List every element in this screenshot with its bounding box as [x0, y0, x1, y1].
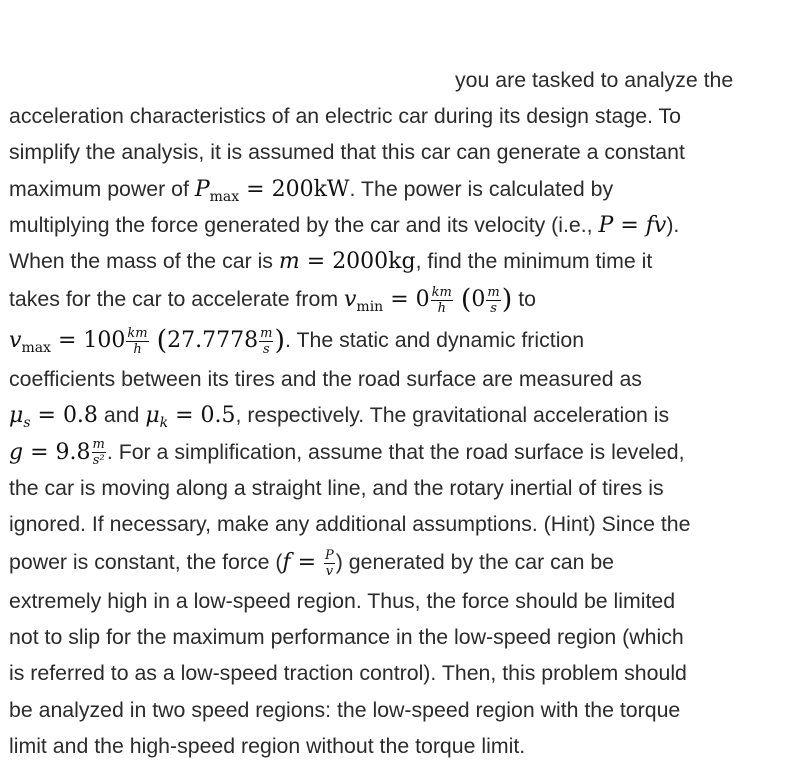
text-line-11 [9, 434, 777, 470]
vmin-equation [343, 284, 513, 316]
fraction-denominator: v [325, 563, 334, 579]
text-span: When the mass of the car is [9, 248, 279, 273]
text-span: to [512, 287, 536, 312]
equals-sign: = [57, 328, 77, 354]
close-paren: ) [274, 325, 286, 357]
equals-sign: = [246, 176, 265, 202]
muk-equation [145, 403, 236, 432]
text-span: simplify the analysis, it is assumed that this car can generate a constant [9, 140, 685, 165]
vmin-ms-value: 0 [471, 287, 486, 313]
vmin-variable: v [343, 287, 357, 313]
vmax-equation [9, 325, 286, 357]
vmax-value: 100 [83, 328, 126, 354]
text-span: maximum power of [9, 176, 195, 201]
text-span: . The power is calculated by [349, 176, 614, 201]
fraction-denominator: s [490, 300, 497, 316]
muk-value: 0.5 [200, 403, 236, 429]
equals-sign: = [297, 550, 317, 576]
text-line-17 [9, 655, 777, 691]
vmin-value: 0 [415, 287, 430, 313]
text-line-16 [9, 619, 777, 655]
equals-sign: = [306, 248, 326, 274]
fraction-numerator: km [127, 325, 148, 341]
text-span: limit and the high-speed region without the torque limit. [9, 733, 526, 758]
vmax-ms-value: 27.7778 [167, 328, 259, 354]
text-span: not to slip for the maximum performance in the low-speed region (which [9, 625, 684, 650]
equals-sign: = [37, 403, 56, 429]
text-line-2 [9, 98, 777, 134]
text-line-19 [9, 728, 777, 764]
km-per-h-fraction [431, 286, 453, 315]
text-span: extremely high in a low-speed region. Thus, the force should be limited [9, 589, 676, 614]
pmax-subscript: max [209, 188, 240, 205]
fraction-denominator: h [437, 300, 446, 316]
text-span: . For a simplification, assume that the road surface is leveled, [106, 439, 685, 464]
text-span: power is constant, the force ( [9, 550, 283, 575]
text-span: coefficients between its tires and the road surface are measured as [9, 367, 642, 392]
text-span: and [97, 403, 146, 428]
text-line-1 [9, 62, 777, 98]
equals-sign: = [390, 287, 409, 313]
mus-subscript: s [23, 415, 31, 432]
fraction-numerator: m [92, 437, 105, 452]
power-equation [599, 213, 667, 238]
fraction-denominator: s² [92, 453, 105, 468]
text-line-13 [9, 506, 777, 542]
text-line-18 [9, 692, 777, 728]
mus-value: 0.8 [62, 403, 98, 429]
m-per-s-fraction [486, 286, 500, 315]
text-span: takes for the car to accelerate from [9, 287, 344, 312]
vmin-subscript: min [356, 299, 384, 316]
mass-variable: m [278, 248, 300, 274]
open-paren: ( [460, 284, 472, 316]
text-line-10 [9, 397, 777, 433]
text-span: ) generated by the car can be [335, 550, 615, 575]
text-line-9 [9, 361, 777, 397]
text-line-8 [9, 320, 777, 361]
fraction-numerator: km [431, 284, 452, 300]
text-line-5 [9, 207, 777, 243]
equals-sign: = [30, 439, 49, 465]
muk-variable: μ [145, 403, 160, 429]
km-per-h-fraction [126, 327, 148, 356]
equals-sign: = [175, 403, 194, 429]
pmax-equation [194, 176, 350, 205]
power-variable: P [598, 212, 614, 238]
force-variable: f [282, 550, 291, 576]
text-span: ignored. If necessary, make any additional assumptions. (Hint) Since the [9, 511, 691, 536]
mass-value: 2000kg [332, 248, 416, 274]
text-line-4 [9, 171, 777, 207]
text-span: you are tasked to analyze the [455, 68, 734, 92]
text-line-15 [9, 583, 777, 619]
fraction-numerator: m [260, 325, 273, 341]
text-span: multiplying the force generated by the car and its velocity (i.e., [9, 212, 599, 237]
open-paren: ( [156, 325, 168, 357]
m-per-s-fraction [259, 327, 273, 356]
m-per-s2-fraction [92, 438, 106, 467]
text-span: . The static and dynamic friction [285, 328, 585, 353]
power-rhs: fv [645, 212, 667, 238]
gravity-value: 9.8 [55, 439, 91, 465]
close-paren: ) [501, 284, 513, 316]
pmax-value: 200kW [271, 176, 350, 202]
mass-equation [279, 249, 416, 274]
text-span: acceleration characteristics of an electric car during its design stage. To [9, 104, 681, 129]
text-line-3 [9, 134, 777, 170]
muk-subscript: k [159, 415, 169, 432]
text-span: the car is moving along a straight line, and the rotary inertial of tires is [9, 475, 664, 500]
gravity-equation [9, 437, 107, 468]
fraction-numerator: P [325, 547, 334, 563]
vmax-variable: v [9, 328, 22, 354]
p-over-v-fraction [324, 549, 335, 578]
text-span: , find the minimum time it [415, 248, 653, 273]
text-line-12 [9, 470, 777, 506]
equals-sign: = [620, 212, 639, 238]
mus-variable: μ [9, 403, 24, 429]
text-span: be analyzed in two speed regions: the low-speed region with the torque [9, 697, 681, 722]
text-span: ). [666, 212, 680, 237]
gravity-variable: g [9, 439, 24, 465]
fraction-numerator: m [487, 284, 500, 300]
problem-statement [9, 62, 777, 764]
text-span: is referred to as a low-speed traction control). Then, this problem should [9, 661, 687, 686]
fraction-denominator: s [262, 341, 270, 357]
mus-equation [9, 403, 98, 432]
vmax-subscript: max [21, 340, 51, 357]
force-equation [282, 547, 335, 579]
text-line-14 [9, 542, 777, 583]
text-line-7 [9, 279, 777, 320]
text-span: , respectively. The gravitational acceleration is [235, 403, 670, 428]
fraction-denominator: h [133, 341, 142, 357]
pmax-variable: P [194, 176, 210, 202]
text-line-6 [9, 243, 777, 279]
